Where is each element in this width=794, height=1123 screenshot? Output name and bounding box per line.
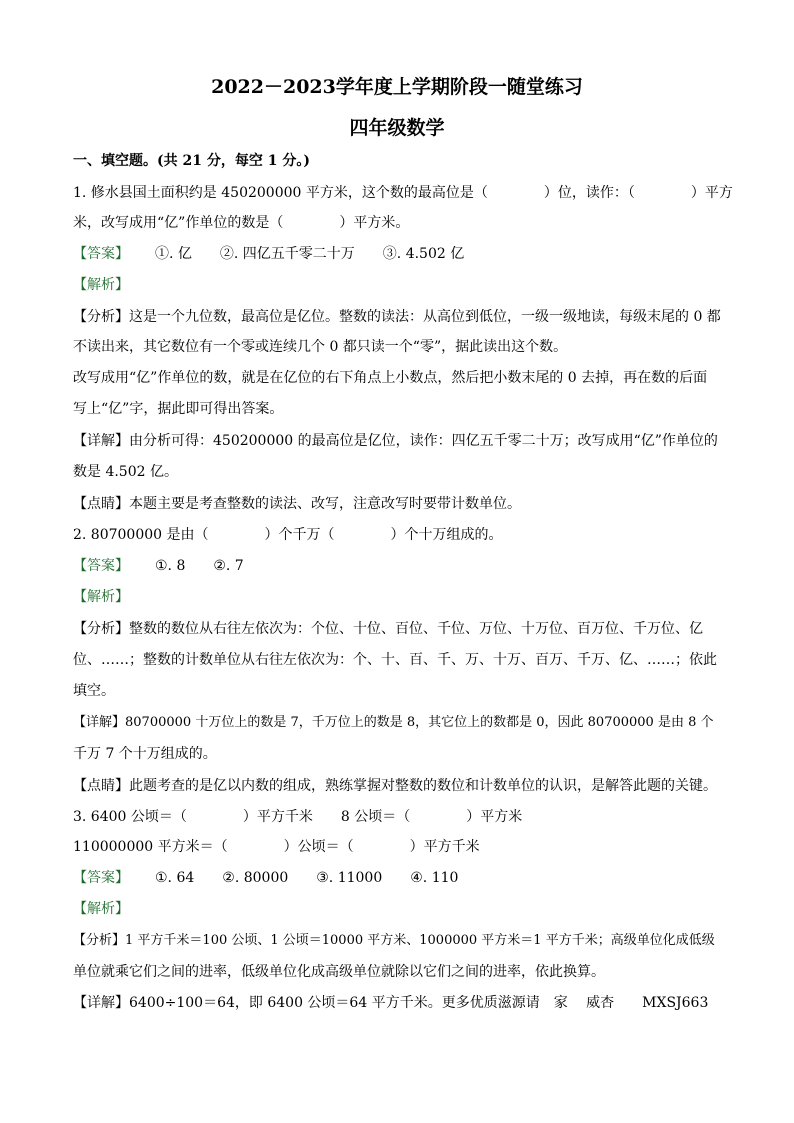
q1-fenxi-line1: 【分析】这是一个九位数，最高位是亿位。整数的读法：从高位到低位，一级一级地读，每级末尾的 0 都	[73, 309, 721, 325]
fenxi-tag: 【分析】	[73, 933, 126, 948]
q2-text-line1: 2. 80700000 是由（ ）个千万（ ）个十万组成的。	[73, 527, 503, 543]
q2-fenxi-line2: 位、……；整数的计数单位从右往左依次为：个、十、百、千、万、十万、百万、千万、亿、……；依此	[73, 652, 717, 668]
q2-fenxi-line1: 【分析】整数的数位从右往左依次为：个位、十位、百位、千位、万位、十万位、百万位、千万位、亿	[73, 621, 703, 637]
document-subtitle: 四年级数学	[349, 117, 445, 139]
q3-xiangjie-line1: 【详解】6400÷100＝64，即 6400 公顷＝64 平方千米。更多优质滋源请 家 威杏 MXSJ663	[73, 995, 709, 1011]
q2-xiangjie-line1: 【详解】80700000 十万位上的数是 7，千万位上的数是 8，其它位上的数都是 0，因此 80700000 是由 8 个	[73, 715, 714, 730]
xiangjie-tag: 【详解】	[73, 995, 129, 1011]
q3-text-line2: 110000000 平方米＝（ ）公顷＝（ ）平方千米	[73, 839, 480, 855]
answer-tag: 【答案】	[73, 558, 129, 574]
q1-answer-text: ①. 亿 ②. 四亿五千零二十万 ③. 4.502 亿	[155, 246, 465, 262]
q2-answer-text: ①. 8 ②. 7	[155, 558, 244, 574]
fenxi-tag: 【分析】	[73, 309, 129, 325]
q1-fenxi-line2: 不读出来，其它数位有一个零或连续几个 0 都只读一个“零”，据此读出这个数。	[73, 339, 568, 355]
q2-fenxi-line3: 填空。	[73, 683, 115, 699]
q3-fenxi-line2: 单位就乘它们之间的进率，低级单位化成高级单位就除以它们之间的进率，依此换算。	[73, 964, 605, 980]
q2-xiangjie-line2: 千万 7 个十万组成的。	[73, 746, 217, 762]
q1-answer	[73, 245, 723, 263]
answer-tag: 【答案】	[73, 870, 129, 886]
q2-dianjing: 【点睛】此题考查的是亿以内数的组成，熟练掌握对整数的数位和计数单位的认识，是解答此题的关键。	[73, 778, 717, 794]
q1-dianjing: 【点睛】本题主要是考查整数的读法、改写，注意改写时要带计数单位。	[73, 496, 521, 512]
dianjing-tag: 【点睛】	[73, 778, 129, 794]
answer-tag: 【答案】	[73, 246, 129, 262]
q1-text-line2: 米，改写成用“亿”作单位的数是（ ）平方米。	[73, 215, 410, 231]
q2-jiexi-tag: 【解析】	[73, 589, 129, 605]
q3-fenxi-line1: 【分析】1 平方千米＝100 公顷、1 公顷＝10000 平方米、1000000 平方米＝1 平方千米；高级单位化成低级	[73, 933, 715, 948]
xiangjie-tag: 【详解】	[73, 433, 129, 449]
q1-fenxi-line4: 写上“亿”字，据此即可得出答案。	[73, 401, 284, 417]
q3-answer-text: ①. 64 ②. 80000 ③. 11000 ④. 110	[155, 870, 459, 886]
section-heading: 一、填空题。(共 21 分，每空 1 分。)	[73, 153, 310, 169]
xiangjie-tag: 【详解】	[73, 715, 126, 730]
q1-jiexi-tag: 【解析】	[73, 277, 129, 293]
q2-answer	[73, 557, 723, 575]
q1-xiangjie-line1: 【详解】由分析可得：450200000 的最高位是亿位，读作：四亿五千零二十万；改写成用“亿”作单位的	[73, 433, 718, 449]
q1-xiangjie-line2: 数是 4.502 亿。	[73, 464, 178, 480]
q1-fenxi-line3: 改写成用“亿”作单位的数，就是在亿位的右下角点上小数点，然后把小数末尾的 0 去掉，再在数的后面	[73, 370, 708, 386]
document-title: 2022－2023学年度上学期阶段一随堂练习	[211, 76, 583, 98]
fenxi-tag: 【分析】	[73, 621, 129, 637]
q3-text-line1: 3. 6400 公顷＝（ ）平方千米 8 公顷＝（ ）平方米	[73, 809, 523, 825]
q1-text-line1: 1. 修水县国土面积约是 450200000 平方米，这个数的最高位是（ ）位，读作：（ ）平方	[73, 185, 733, 201]
q3-answer	[73, 869, 723, 887]
q3-jiexi-tag: 【解析】	[73, 901, 129, 917]
dianjing-tag: 【点睛】	[73, 496, 129, 512]
